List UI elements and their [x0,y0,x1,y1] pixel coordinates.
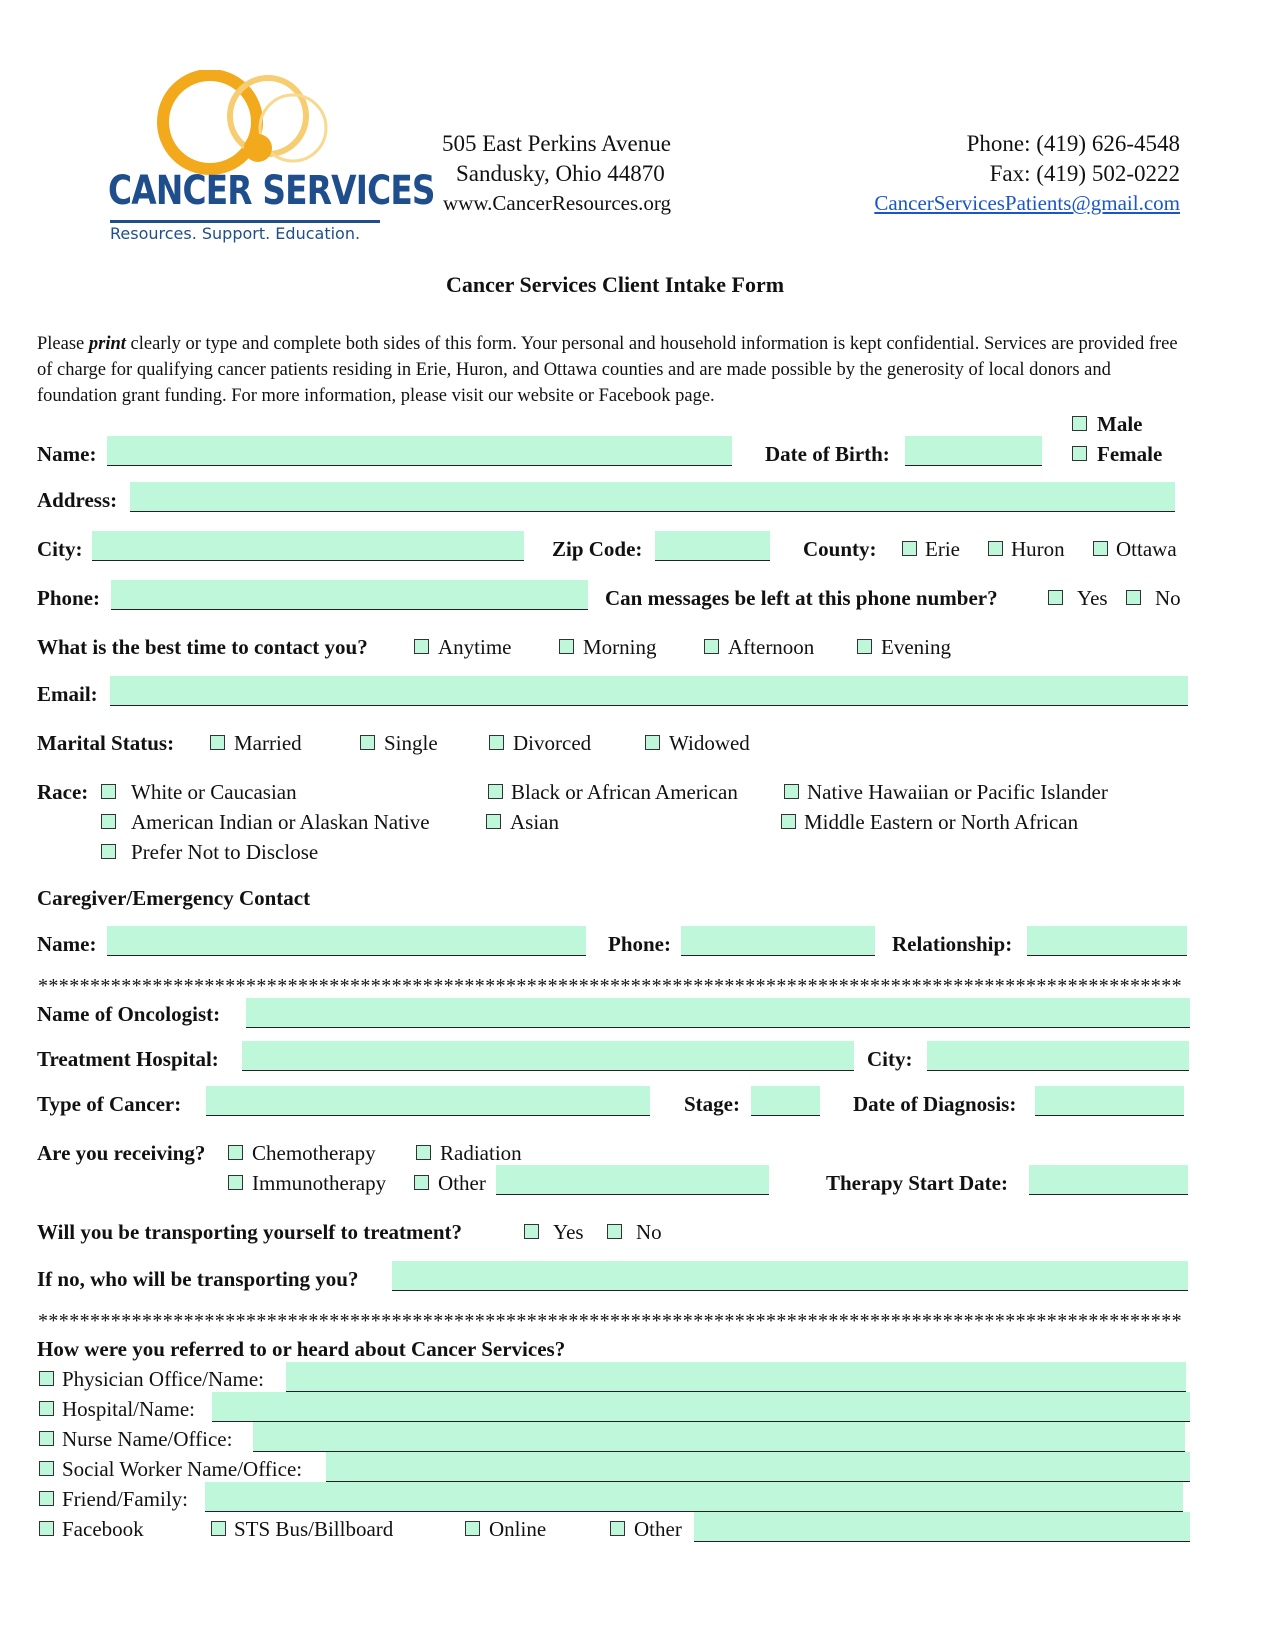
race-hawaiian-checkbox[interactable] [784,784,799,799]
male-checkbox[interactable] [1072,416,1087,431]
referral-nurse-label: Nurse Name/Office: [62,1427,233,1451]
referral-facebook-checkbox[interactable] [39,1521,54,1536]
stage-label: Stage: [684,1092,740,1116]
hospital-label: Treatment Hospital: [37,1047,219,1071]
time-morning-checkbox[interactable] [559,639,574,654]
referral-heading: How were you referred to or heard about Cancer Services? [37,1337,566,1361]
intro-emphasis: print [88,334,126,354]
marital-married-label: Married [234,731,302,755]
address-line1: 505 East Perkins Avenue [442,131,671,156]
address-label: Address: [37,488,118,512]
name-label: Name: [37,442,97,466]
referral-friend-label: Friend/Family: [62,1487,188,1511]
hospital-city-label: City: [867,1047,913,1071]
marital-label: Marital Status: [37,731,175,755]
male-label: Male [1097,412,1143,436]
marital-divorced-checkbox[interactable] [489,735,504,750]
caregiver-relationship-label: Relationship: [892,932,1013,956]
messages-yes-checkbox[interactable] [1048,590,1063,605]
email-label: Email: [37,682,98,706]
stage-field[interactable] [751,1086,820,1116]
time-evening-checkbox[interactable] [857,639,872,654]
caregiver-name-field[interactable] [107,926,586,956]
marital-single-checkbox[interactable] [360,735,375,750]
referral-online-label: Online [489,1517,547,1541]
time-afternoon-checkbox[interactable] [704,639,719,654]
form-title: Cancer Services Client Intake Form [445,272,785,297]
caregiver-relationship-field[interactable] [1027,926,1187,956]
race-prefer-not-checkbox[interactable] [101,844,116,859]
phone-label: Phone: [37,586,100,610]
county-erie-checkbox[interactable] [902,541,917,556]
treatment-immuno-checkbox[interactable] [228,1175,243,1190]
logo-wordmark: CANCER SERVICES [108,168,435,214]
hospital-city-field[interactable] [927,1041,1189,1071]
referral-physician-field[interactable] [286,1362,1186,1392]
race-white-label: White or Caucasian [131,780,297,804]
transport-yes-label: Yes [553,1220,584,1244]
oncologist-label: Name of Oncologist: [37,1002,221,1026]
transport-who-label: If no, who will be transporting you? [37,1267,359,1291]
caregiver-name-label: Name: [37,932,97,956]
referral-hospital-checkbox[interactable] [39,1401,54,1416]
time-morning-label: Morning [583,635,657,659]
treatment-chemo-checkbox[interactable] [228,1145,243,1160]
time-evening-label: Evening [881,635,951,659]
treatment-radiation-checkbox[interactable] [416,1145,431,1160]
referral-other-checkbox[interactable] [610,1521,625,1536]
messages-no-checkbox[interactable] [1126,590,1141,605]
race-black-checkbox[interactable] [488,784,503,799]
treatment-other-label: Other [438,1171,486,1195]
fax-number: Fax: (419) 502-0222 [989,161,1180,186]
county-ottawa-label: Ottawa [1116,537,1177,561]
cancer-type-field[interactable] [206,1086,650,1116]
transport-no-label: No [636,1220,662,1244]
zip-field[interactable] [655,531,770,561]
race-american-indian-label: American Indian or Alaskan Native [131,810,430,834]
dob-label: Date of Birth: [765,442,890,466]
referral-friend-checkbox[interactable] [39,1491,54,1506]
oncologist-field[interactable] [246,998,1190,1028]
transport-no-checkbox[interactable] [607,1224,622,1239]
cancer-type-label: Type of Cancer: [37,1092,182,1116]
website: www.CancerResources.org [443,191,672,215]
referral-sts-label: STS Bus/Billboard [234,1517,394,1541]
zip-label: Zip Code: [552,537,643,561]
race-middle-eastern-checkbox[interactable] [781,814,796,829]
county-erie-label: Erie [925,537,960,561]
address-field[interactable] [130,482,1175,512]
city-field[interactable] [92,531,524,561]
race-asian-checkbox[interactable] [486,814,501,829]
race-black-label: Black or African American [511,780,738,804]
logo-tagline: Resources. Support. Education. [110,224,361,243]
email-link[interactable]: CancerServicesPatients@gmail.com [874,191,1180,215]
marital-single-label: Single [384,731,438,755]
receiving-label: Are you receiving? [37,1141,206,1165]
race-prefer-not-label: Prefer Not to Disclose [131,840,319,864]
referral-physician-label: Physician Office/Name: [62,1367,264,1391]
caregiver-phone-label: Phone: [608,932,671,956]
referral-social-worker-field[interactable] [326,1452,1190,1482]
time-anytime-checkbox[interactable] [414,639,429,654]
referral-hospital-label: Hospital/Name: [62,1397,195,1421]
treatment-other-field[interactable] [496,1165,769,1195]
female-label: Female [1097,442,1163,466]
county-ottawa-checkbox[interactable] [1093,541,1108,556]
city-label: City: [37,537,83,561]
referral-nurse-checkbox[interactable] [39,1431,54,1446]
referral-physician-checkbox[interactable] [39,1371,54,1386]
transport-self-label: Will you be transporting yourself to treatment? [37,1220,463,1244]
race-white-checkbox[interactable] [101,784,116,799]
treatment-immuno-label: Immunotherapy [252,1171,387,1195]
treatment-other-checkbox[interactable] [414,1175,429,1190]
race-label: Race: [37,780,89,804]
phone-field[interactable] [111,580,588,610]
hospital-field[interactable] [242,1041,854,1071]
logo-circles-graphic [108,70,435,250]
marital-married-checkbox[interactable] [210,735,225,750]
referral-online-checkbox[interactable] [465,1521,480,1536]
referral-sts-checkbox[interactable] [211,1521,226,1536]
caregiver-phone-field[interactable] [681,926,875,956]
transport-who-field[interactable] [392,1261,1188,1291]
race-hawaiian-label: Native Hawaiian or Pacific Islander [807,780,1108,804]
race-american-indian-checkbox[interactable] [101,814,116,829]
race-middle-eastern-label: Middle Eastern or North African [804,810,1079,834]
referral-facebook-label: Facebook [62,1517,144,1541]
time-anytime-label: Anytime [438,635,512,659]
diagnosis-date-label: Date of Diagnosis: [853,1092,1017,1116]
section-separator-2: ************************************************************************************************************** [38,1311,1182,1331]
messages-yes-label: Yes [1077,586,1108,610]
race-asian-label: Asian [510,810,559,834]
marital-divorced-label: Divorced [513,731,592,755]
time-afternoon-label: Afternoon [728,635,815,659]
county-huron-checkbox[interactable] [988,541,1003,556]
transport-yes-checkbox[interactable] [524,1224,539,1239]
referral-hospital-field[interactable] [212,1392,1190,1422]
county-huron-label: Huron [1011,537,1065,561]
cancer-services-logo [108,70,435,250]
referral-other-label: Other [634,1517,682,1541]
referral-social-worker-checkbox[interactable] [39,1461,54,1476]
county-label: County: [803,537,877,561]
address-line2: Sandusky, Ohio 44870 [456,161,665,186]
therapy-start-label: Therapy Start Date: [826,1171,1008,1195]
dob-field[interactable] [905,436,1042,466]
therapy-start-field[interactable] [1029,1165,1188,1195]
treatment-radiation-label: Radiation [440,1141,522,1165]
logo-underline [110,220,380,223]
best-time-label: What is the best time to contact you? [37,635,368,659]
phone-number: Phone: (419) 626-4548 [966,131,1180,156]
messages-label: Can messages be left at this phone number? [605,586,998,610]
referral-social-worker-label: Social Worker Name/Office: [62,1457,303,1481]
referral-other-field[interactable] [694,1512,1190,1542]
treatment-chemo-label: Chemotherapy [252,1141,376,1165]
diagnosis-date-field[interactable] [1035,1086,1184,1116]
messages-no-label: No [1155,586,1181,610]
name-field[interactable] [107,436,732,466]
marital-widowed-checkbox[interactable] [645,735,660,750]
intro-paragraph: Please print clearly or type and complete both sides of this form. Your personal and household information is kept confidential. Services are provided free of charge for qualifying cancer patients residing in Erie, Huron, and Ottawa counties and are made possible by the generosity of local donors and foundation grant funding. For more information, please visit our website or Facebook page. [37,334,1178,406]
female-checkbox[interactable] [1072,446,1087,461]
section-separator: ************************************************************************************************************** [38,976,1182,996]
referral-nurse-field[interactable] [253,1422,1185,1452]
email-field[interactable] [110,676,1188,706]
marital-widowed-label: Widowed [669,731,750,755]
caregiver-heading: Caregiver/Emergency Contact [37,886,311,910]
referral-friend-field[interactable] [205,1482,1183,1512]
